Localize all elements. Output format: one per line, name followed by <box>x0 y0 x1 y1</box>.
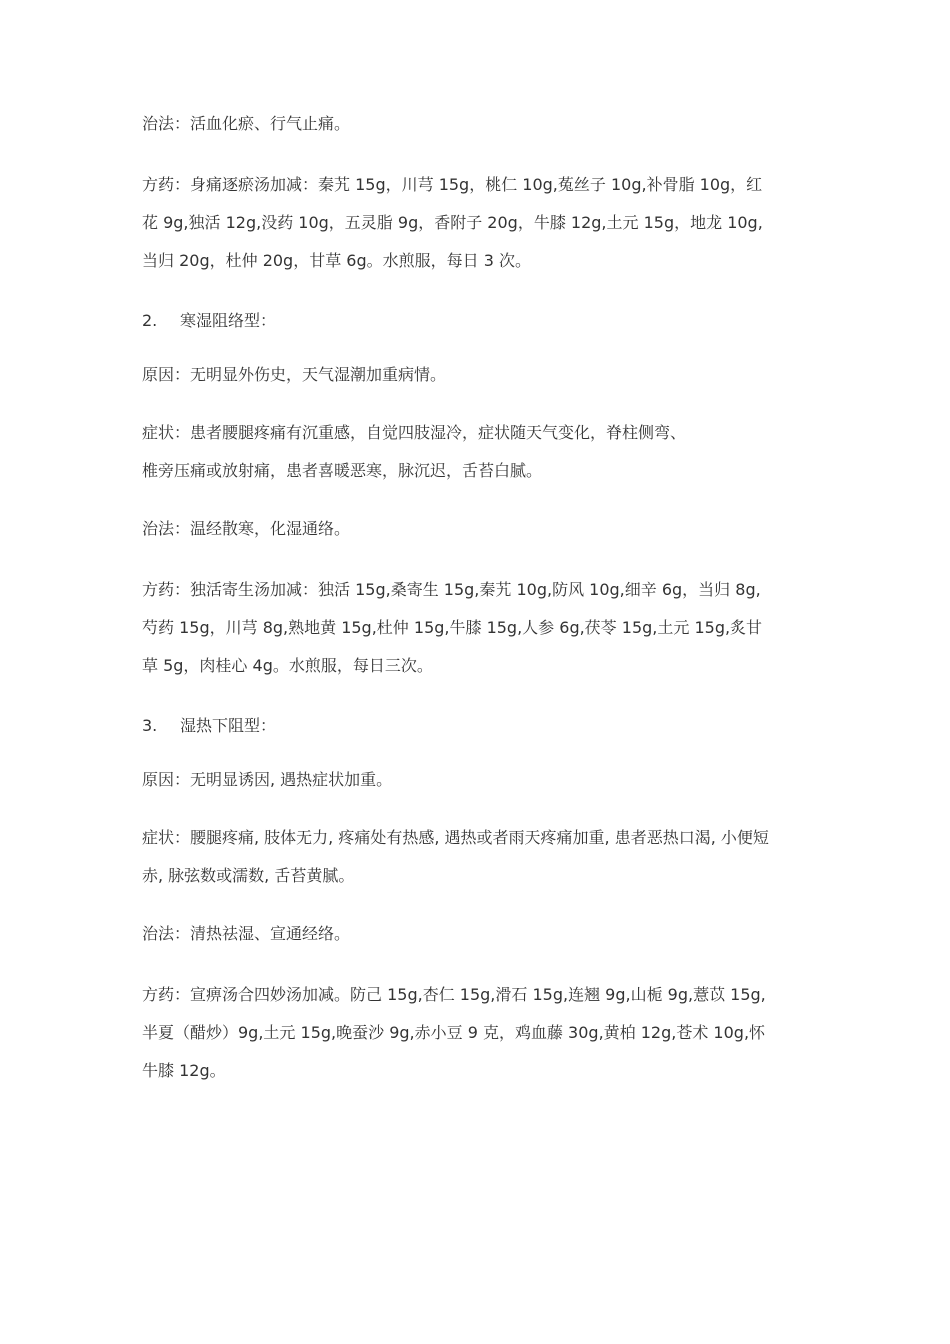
symptoms-paragraph-3 <box>142 819 814 895</box>
section-heading-3 <box>142 707 276 745</box>
symptoms-paragraph-2 <box>142 414 814 490</box>
prescription-paragraph-2 <box>142 571 814 685</box>
text-line: 治法：清热祛湿、宣通经络。 <box>142 924 351 943</box>
text-line: 方药：身痛逐瘀汤加减：秦艽 15g，川芎 15g，桃仁 10g,菟丝子 10g,补骨脂 10g，红 <box>142 175 763 194</box>
section-heading-2 <box>142 302 276 340</box>
text-line: 症状：患者腰腿疼痛有沉重感，自觉四肢湿冷，症状随天气变化，脊柱侧弯、 <box>142 423 687 442</box>
section-title: 湿热下阻型： <box>180 716 277 735</box>
text-line: 牛膝 12g。 <box>142 1061 226 1080</box>
text-line: 方药：宣痹汤合四妙汤加减。防己 15g,杏仁 15g,滑石 15g,连翘 9g,山栀 9g,薏苡 15g, <box>142 985 766 1004</box>
section-number: 3. <box>142 716 158 735</box>
text-line: 半夏（醋炒）9g,土元 15g,晚蚕沙 9g,赤小豆 9 克，鸡血藤 30g,黄柏 12g,苍术 10g,怀 <box>142 1023 766 1042</box>
text-line: 芍药 15g，川芎 8g,熟地黄 15g,杜仲 15g,牛膝 15g,人参 6g,茯苓 15g,土元 15g,炙甘 <box>142 618 763 637</box>
text-line: 赤, 脉弦数或濡数, 舌苔黄腻。 <box>142 866 355 885</box>
prescription-paragraph-1 <box>142 166 814 280</box>
treatment-method-paragraph-3 <box>142 915 814 953</box>
section-title: 寒湿阻络型： <box>180 311 277 330</box>
cause-paragraph-2 <box>142 356 814 394</box>
text-line: 花 9g,独活 12g,没药 10g，五灵脂 9g，香附子 20g，牛膝 12g,土元 15g，地龙 10g, <box>142 213 763 232</box>
text-line: 治法：活血化瘀、行气止痛。 <box>142 114 351 133</box>
cause-paragraph-3 <box>142 761 814 799</box>
text-line: 原因：无明显诱因, 遇热症状加重。 <box>142 770 393 789</box>
section-number: 2. <box>142 311 158 330</box>
text-line: 椎旁压痛或放射痛，患者喜暖恶寒，脉沉迟，舌苔白腻。 <box>142 461 543 480</box>
treatment-method-paragraph-2 <box>142 510 814 548</box>
text-line: 原因：无明显外伤史，天气湿潮加重病情。 <box>142 365 447 384</box>
text-line: 症状：腰腿疼痛, 肢体无力, 疼痛处有热感, 遇热或者雨天疼痛加重, 患者恶热口渴, 小便短 <box>142 828 769 847</box>
text-line: 当归 20g，杜仲 20g，甘草 6g。水煎服，每日 3 次。 <box>142 251 531 270</box>
text-line: 治法：温经散寒，化湿通络。 <box>142 519 351 538</box>
treatment-method-paragraph-1 <box>142 105 814 143</box>
text-line: 草 5g，肉桂心 4g。水煎服，每日三次。 <box>142 656 433 675</box>
text-line: 方药：独活寄生汤加减：独活 15g,桑寄生 15g,秦艽 10g,防风 10g,细辛 6g，当归 8g, <box>142 580 761 599</box>
prescription-paragraph-3 <box>142 976 814 1090</box>
